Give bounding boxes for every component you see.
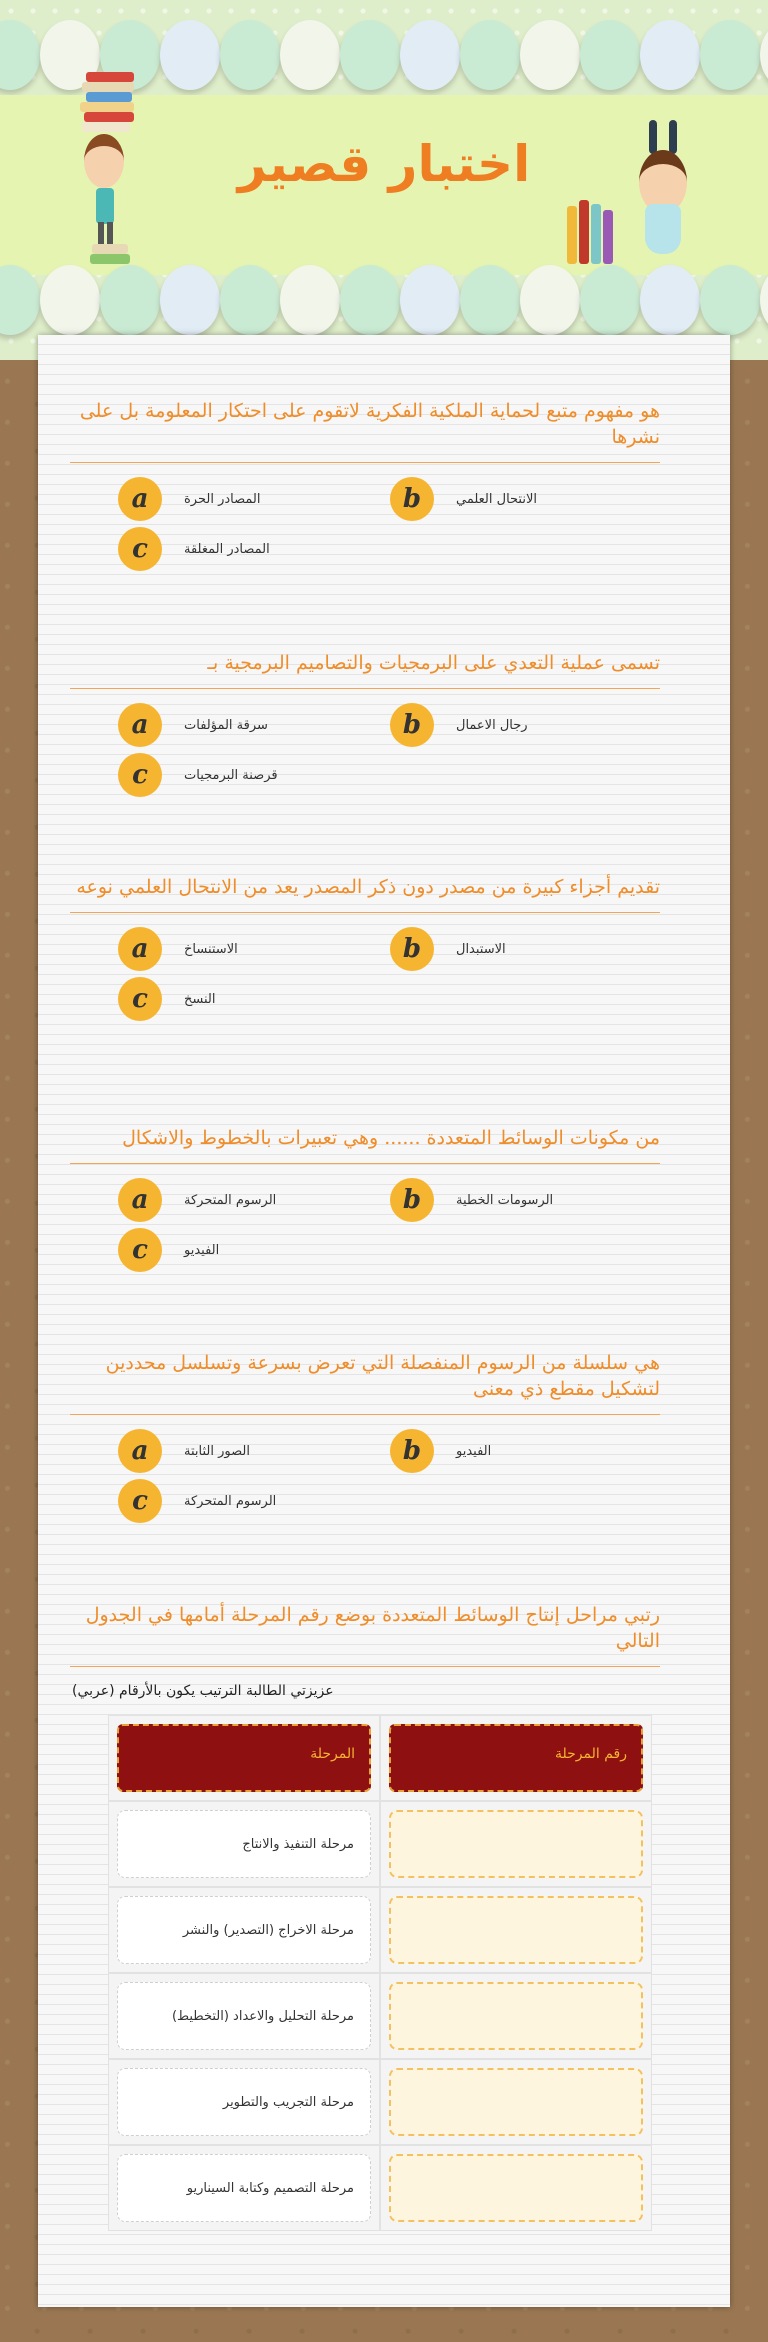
- option-badge: a: [118, 1429, 162, 1473]
- option-label: الرسوم المتحركة: [184, 1192, 277, 1208]
- option-badge: b: [390, 1178, 434, 1222]
- option-label: الفيديو: [456, 1443, 492, 1459]
- option-b[interactable]: [390, 1178, 640, 1222]
- table-row-stage: [108, 2145, 380, 2231]
- question-text: تقديم أجزاء كبيرة من مصدر دون ذكر المصدر يعد من الانتحال العلمي نوعه: [70, 874, 660, 913]
- question-text: هي سلسلة من الرسوم المنفصلة التي تعرض بسرعة وتسلسل محددين لتشكيل مقطع ذي معنى: [70, 1350, 660, 1415]
- option-badge: c: [118, 1479, 162, 1523]
- option-a[interactable]: [118, 927, 368, 971]
- option-label: الانتحال العلمي: [456, 491, 537, 507]
- options-group: [70, 913, 660, 1023]
- option-badge: b: [390, 703, 434, 747]
- question-text: هو مفهوم متبع لحماية الملكية الفكرية لاتقوم على احتكار المعلومة بل على نشرها: [70, 398, 660, 463]
- table-instruction-note: عزيزتي الطالبة الترتيب يكون بالأرقام (عربي): [72, 1683, 334, 1699]
- stage-card[interactable]: مرحلة التجريب والتطوير: [117, 2068, 371, 2136]
- option-badge: c: [118, 1228, 162, 1272]
- option-label: الصور الثابتة: [184, 1443, 250, 1459]
- option-c[interactable]: [118, 977, 368, 1021]
- option-c[interactable]: [118, 1479, 368, 1523]
- option-label: قرصنة البرمجيات: [184, 767, 278, 783]
- option-b[interactable]: [390, 477, 640, 521]
- option-badge: b: [390, 1429, 434, 1473]
- option-label: النسخ: [184, 991, 216, 1007]
- option-label: الاستنساخ: [184, 941, 238, 957]
- table-row-answer: [380, 1887, 652, 1973]
- option-c[interactable]: [118, 753, 368, 797]
- option-c[interactable]: [118, 527, 368, 571]
- page-title: اختبار قصير: [237, 135, 531, 193]
- option-badge: c: [118, 527, 162, 571]
- option-b[interactable]: [390, 1429, 640, 1473]
- option-b[interactable]: [390, 927, 640, 971]
- answer-drop-zone[interactable]: [389, 1810, 643, 1878]
- option-label: المصادر الحرة: [184, 491, 261, 507]
- options-group: [70, 1415, 660, 1525]
- question-4: [70, 1125, 660, 1274]
- option-badge: a: [118, 927, 162, 971]
- table-row-stage: [108, 2059, 380, 2145]
- option-badge: a: [118, 1178, 162, 1222]
- answer-drop-zone[interactable]: [389, 1896, 643, 1964]
- table-row-stage: [108, 1887, 380, 1973]
- header-cell-number: [380, 1715, 652, 1801]
- option-a[interactable]: [118, 1429, 368, 1473]
- stage-card[interactable]: مرحلة الاخراج (التصدير) والنشر: [117, 1896, 371, 1964]
- table-row-answer: [380, 2145, 652, 2231]
- table-row-answer: [380, 1973, 652, 2059]
- option-label: الفيديو: [184, 1242, 220, 1258]
- option-b[interactable]: [390, 703, 640, 747]
- option-label: المصادر المغلقة: [184, 541, 270, 557]
- option-label: الرسومات الخطية: [456, 1192, 554, 1208]
- question-2: [70, 650, 660, 799]
- option-label: الرسوم المتحركة: [184, 1493, 277, 1509]
- option-badge: a: [118, 477, 162, 521]
- ordering-question: [70, 1602, 660, 1667]
- option-a[interactable]: [118, 1178, 368, 1222]
- table-row-answer: [380, 2059, 652, 2145]
- option-a[interactable]: [118, 703, 368, 747]
- question-5: [70, 1350, 660, 1525]
- header-number-label: رقم المرحلة: [389, 1724, 643, 1792]
- answer-drop-zone[interactable]: [389, 2068, 643, 2136]
- option-badge: a: [118, 703, 162, 747]
- options-group: [70, 689, 660, 799]
- option-label: سرقة المؤلفات: [184, 717, 268, 733]
- option-c[interactable]: [118, 1228, 368, 1272]
- question-text: رتبي مراحل إنتاج الوسائط المتعددة بوضع رقم المرحلة أمامها في الجدول التالي: [70, 1602, 660, 1667]
- options-group: [70, 1164, 660, 1274]
- header-banner: [0, 0, 768, 360]
- stage-card[interactable]: مرحلة التحليل والاعداد (التخطيط): [117, 1982, 371, 2050]
- question-text: من مكونات الوسائط المتعددة ...... وهي تعبيرات بالخطوط والاشكال: [70, 1125, 660, 1164]
- scallop-decoration-bottom: [0, 265, 768, 335]
- option-a[interactable]: [118, 477, 368, 521]
- header-stage-label: المرحلة: [117, 1724, 371, 1792]
- options-group: [70, 463, 660, 573]
- option-badge: c: [118, 977, 162, 1021]
- table-row-stage: [108, 1801, 380, 1887]
- table-row-answer: [380, 1801, 652, 1887]
- question-text: تسمى عملية التعدي على البرمجيات والتصاميم البرمجية بـ: [70, 650, 660, 689]
- stage-card[interactable]: مرحلة التنفيذ والانتاج: [117, 1810, 371, 1878]
- girl-with-books-illustration: [565, 120, 685, 270]
- option-label: الاستبدال: [456, 941, 506, 957]
- header-cell-stage: [108, 1715, 380, 1801]
- answer-drop-zone[interactable]: [389, 1982, 643, 2050]
- option-badge: c: [118, 753, 162, 797]
- option-badge: b: [390, 477, 434, 521]
- question-3: [70, 874, 660, 1023]
- stage-card[interactable]: مرحلة التصميم وكتابة السيناريو: [117, 2154, 371, 2222]
- table-row-stage: [108, 1973, 380, 2059]
- question-1: [70, 398, 660, 573]
- answer-drop-zone[interactable]: [389, 2154, 643, 2222]
- option-badge: b: [390, 927, 434, 971]
- option-label: رجال الاعمال: [456, 717, 528, 733]
